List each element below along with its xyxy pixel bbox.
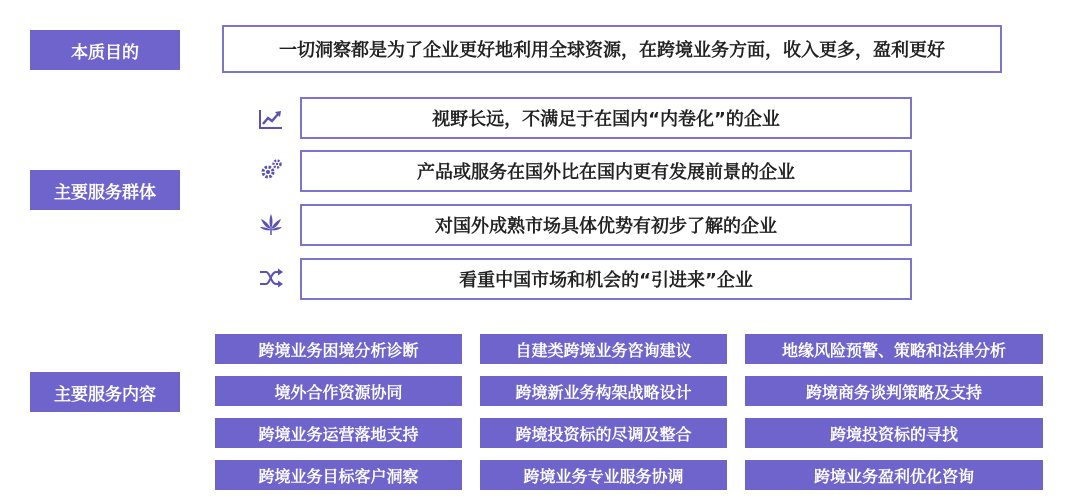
- service-item: 跨境投资标的寻找: [745, 418, 1043, 448]
- groups-label: 主要服务群体: [30, 170, 180, 210]
- service-item: 跨境业务目标客户洞察: [215, 460, 462, 490]
- leaf-icon: [255, 211, 287, 237]
- service-item: 地缘风险预警、策略和法律分析: [745, 334, 1043, 364]
- group-item-1: 视野长远，不满足于在国内“内卷化”的企业: [300, 97, 912, 139]
- service-item: 跨境投资标的尽调及整合: [480, 418, 727, 448]
- service-item: 跨境业务盈利优化咨询: [745, 460, 1043, 490]
- services-label: 主要服务内容: [30, 372, 180, 412]
- service-item: 自建类跨境业务咨询建议: [480, 334, 727, 364]
- essence-statement: 一切洞察都是为了企业更好地利用全球资源，在跨境业务方面，收入更多，盈利更好: [222, 25, 1002, 73]
- shuffle-icon: [255, 265, 287, 291]
- gears-icon: [255, 157, 287, 183]
- trend-chart-icon: [255, 106, 287, 132]
- service-item: 境外合作资源协同: [215, 376, 462, 406]
- group-item-3: 对国外成熟市场具体优势有初步了解的企业: [300, 204, 912, 246]
- service-item: 跨境新业务构架战略设计: [480, 376, 727, 406]
- service-item: 跨境业务运营落地支持: [215, 418, 462, 448]
- service-item: 跨境业务专业服务协调: [480, 460, 727, 490]
- essence-label: 本质目的: [30, 30, 180, 70]
- group-item-4: 看重中国市场和机会的“引进来”企业: [300, 258, 912, 300]
- service-item: 跨境商务谈判策略及支持: [745, 376, 1043, 406]
- group-item-2: 产品或服务在国外比在国内更有发展前景的企业: [300, 150, 912, 192]
- service-item: 跨境业务困境分析诊断: [215, 334, 462, 364]
